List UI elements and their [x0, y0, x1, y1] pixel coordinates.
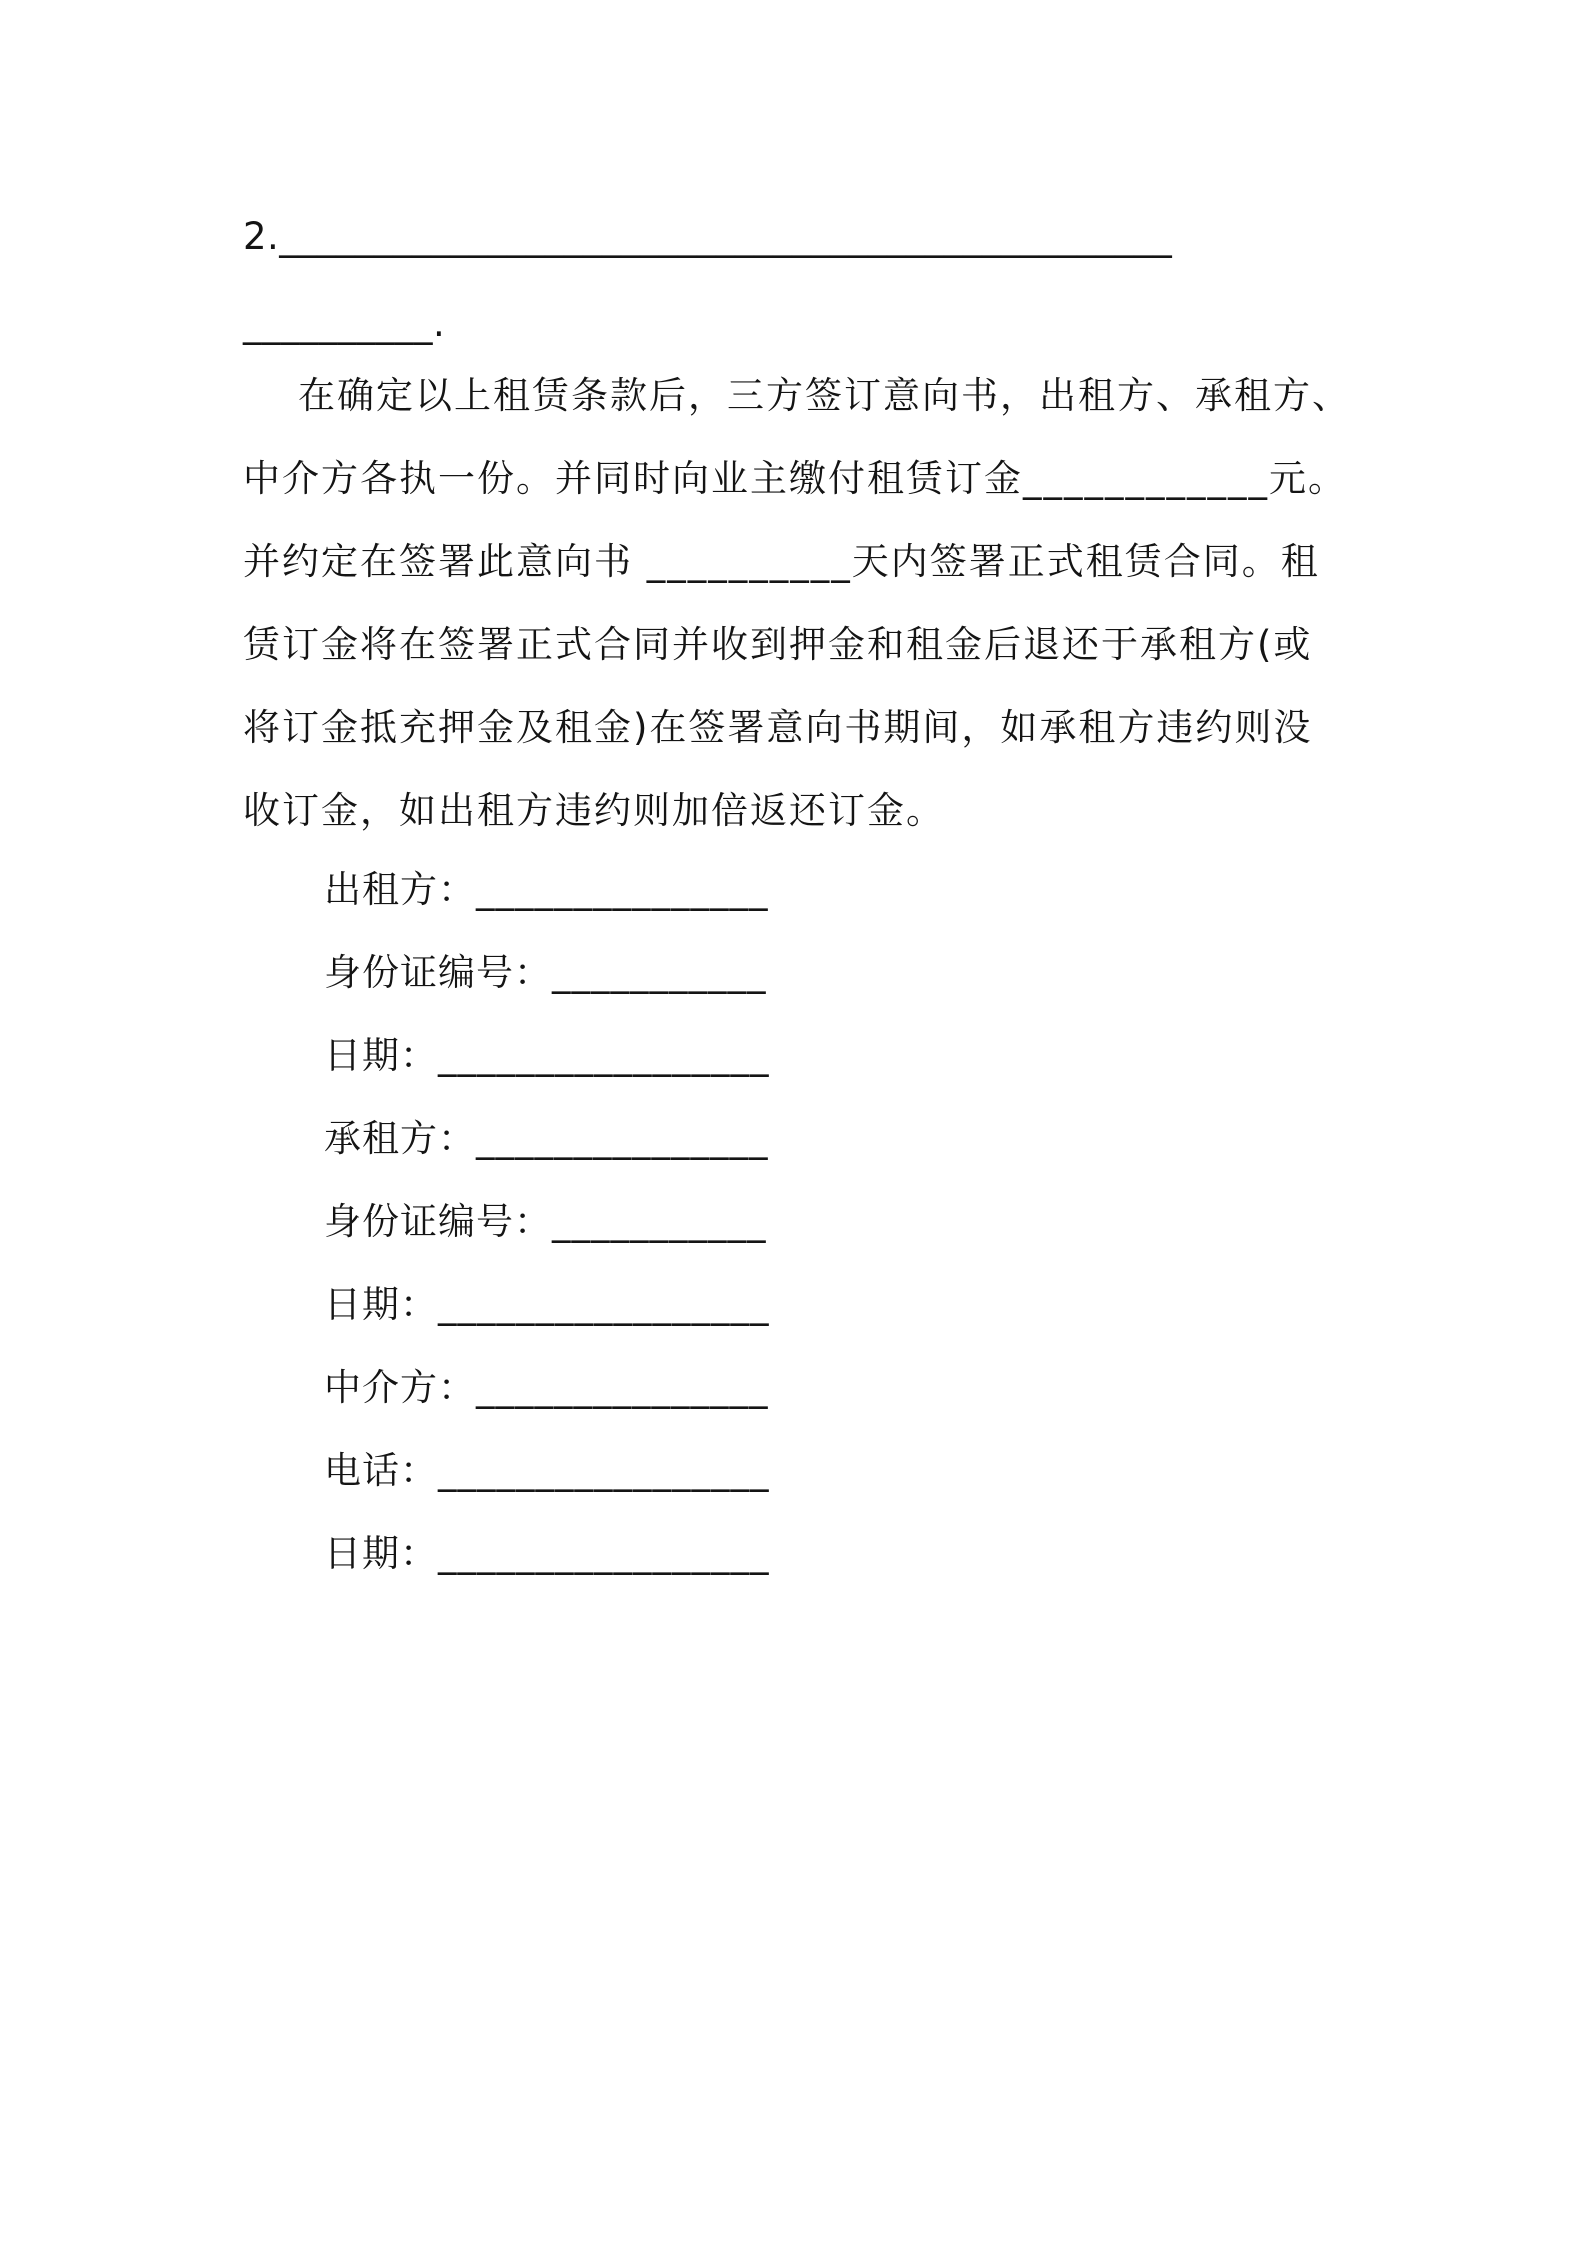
paragraph-line: 赁订金将在签署正式合同并收到押金和租金后退还于承租方(或	[243, 623, 1313, 666]
lessee-id-line: 身份证编号：___________	[324, 1200, 767, 1243]
lessee-signature-line: 承租方：_______________	[324, 1117, 769, 1160]
lessor-id-line: 身份证编号：___________	[324, 951, 767, 994]
item-2-line: 2._______________________________________________	[243, 215, 1173, 258]
paragraph-line: 中介方各执一份。并同时向业主缴付租赁订金____________元。	[243, 457, 1347, 500]
lessor-date-line: 日期：_________________	[324, 1034, 770, 1077]
paragraph-line: 将订金抵充押金及租金)在签署意向书期间，如承租方违约则没	[243, 706, 1313, 749]
lessee-date-line: 日期：_________________	[324, 1283, 770, 1326]
agent-signature-line: 中介方：_______________	[324, 1366, 769, 1409]
lessor-signature-line: 出租方：_______________	[324, 868, 769, 911]
agent-phone-line: 电话：_________________	[324, 1449, 770, 1492]
item-2-continuation: __________.	[243, 302, 446, 345]
paragraph-line: 收订金，如出租方违约则加倍返还订金。	[243, 789, 945, 832]
paragraph-line: 在确定以上租赁条款后，三方签订意向书，出租方、承租方、	[243, 374, 1352, 417]
paragraph-line: 并约定在签署此意向书 __________天内签署正式租赁合同。租	[243, 540, 1320, 583]
agent-date-line: 日期：_________________	[324, 1532, 770, 1575]
